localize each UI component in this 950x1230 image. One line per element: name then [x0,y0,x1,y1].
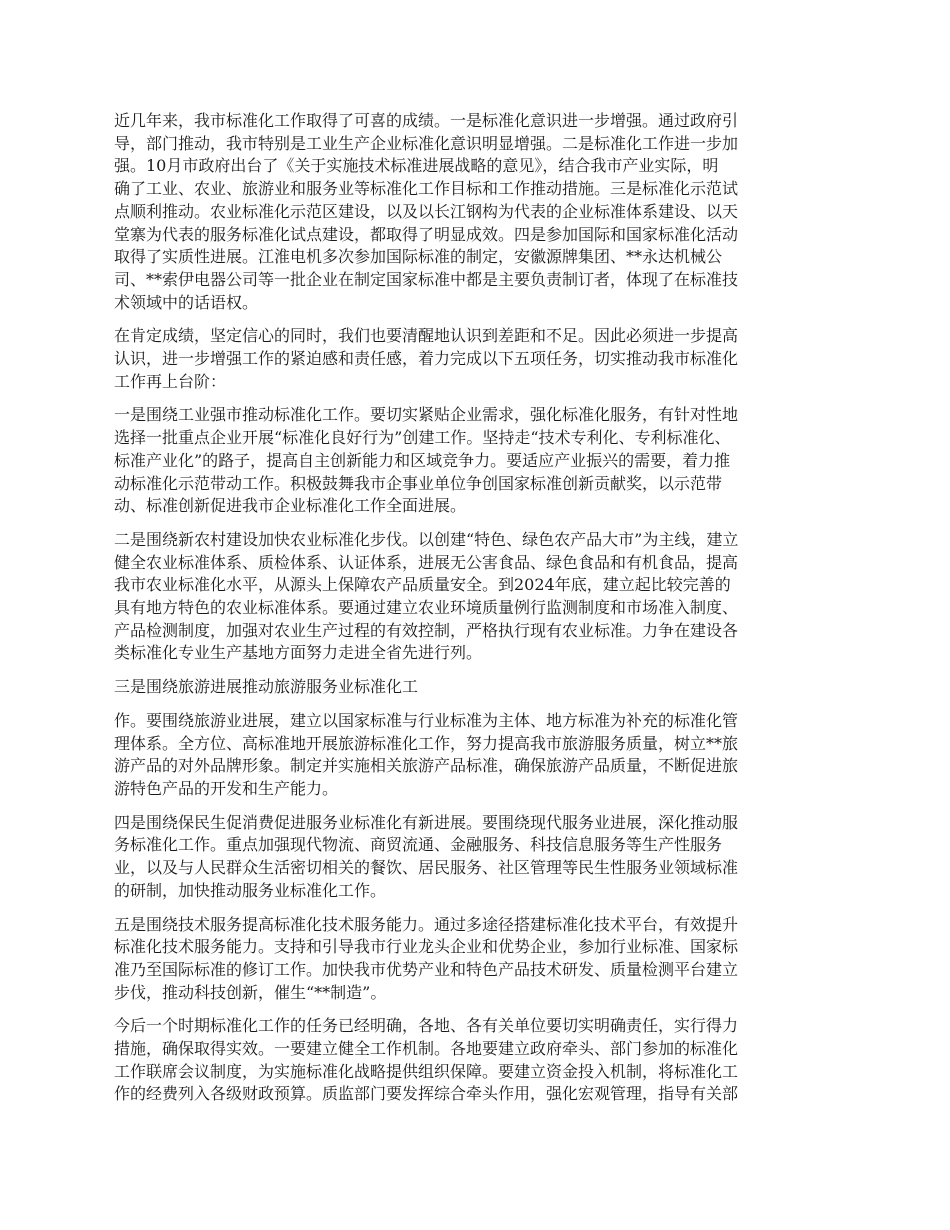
paragraph-task-industry: 一是围绕工业强市推动标准化工作。要切实紧贴企业需求，强化标准化服务，有针对性地 选择一批重点企业开展“标准化良好行为”创建工作。坚持走“技术专利化、专利标准化、 标准产业化”的路子，提高自主创新能力和区域竞争力。要适应产业振兴的需要，着力推 动标准化示范带动工作。积极鼓舞我市企事业单位争创国家标准创新贡献奖，以示范带 动、标准创新促进我市企业标准化工作全面进展。 [114,405,739,516]
paragraph-task-services: 四是围绕保民生促消费促进服务业标准化有新进展。要围绕现代服务业进展，深化推动服 务标准化工作。重点加强现代物流、商贸流通、金融服务、科技信息服务等生产性服务 业，以及与人民群众生活密切相关的餐饮、居民服务、社区管理等民生性服务业领域标准 的研制，加快推动服务业标准化工作。 [114,812,739,900]
paragraph-task-technical-services: 五是围绕技术服务提高标准化技术服务能力。通过多途径搭建标准化技术平台，有效提升 标准化技术服务能力。支持和引导我市行业龙头企业和优势企业，参加行业标准、国家标 准乃至国际标准的修订工作。加快我市优势产业和特色产品技术研发、质量检测平台建立 步伐，推动科技创新，催生“**制造”。 [114,914,739,1002]
paragraph-achievements: 近几年来，我市标准化工作取得了可喜的成绩。一是标准化意识进一步增强。通过政府引 导，部门推动，我市特别是工业生产企业标准化意识明显增强。二是标准化工作进一步加 强。10月市政府出台了《关于实施技术标准进展战略的意见》，结合我市产业实际，明 确了工业、农业、旅游业和服务业等标准化工作目标和工作推动措施。三是标准化示范试 点顺利推动。农业标准化示范区建设，以及以长江钢构为代表的企业标准体系建设、以天 堂寨为代表的服务标准化试点建设，都取得了明显成效。四是参加国际和国家标准化活动 取得了实质性进展。江淮电机多次参加国际标准的制定，安徽源牌集团、**永达机械公 司、**索伊电器公司等一批企业在制定国家标准中都是主要负责制订者，体现了在标准技 术领域中的话语权。 [114,111,739,312]
paragraph-task-agriculture: 二是围绕新农村建设加快农业标准化步伐。以创建“特色、绿色农产品大市”为主线，建立 健全农业标准体系、质检体系、认证体系，进展无公害食品、绿色食品和有机食品，提高 我市农业标准化水平，从源头上保障农产品质量安全。到2024年底，建立起比较完善的 具有地方特色的农业标准体系。要通过建立农业环境质量例行监测制度和市场准入制度、 产品检测制度，加强对农业生产过程的有效控制，严格执行现有农业标准。力争在建设各 类标准化专业生产基地方面努力走进全省先进行列。 [114,529,739,663]
paragraph-task-tourism: 作。要围绕旅游业进展，建立以国家标准与行业标准为主体、地方标准为补充的标准化管 理体系。全方位、高标准地开展旅游标准化工作，努力提高我市旅游服务质量，树立**旅 游产品的对外品牌形象。制定并实施相关旅游产品标准，确保旅游产品质量，不断促进旅 游特色产品的开发和生产能力。 [114,710,739,798]
paragraph-gaps-and-tasks: 在肯定成绩，坚定信心的同时，我们也要清醒地认识到差距和不足。因此必须进一步提高 认识，进一步增强工作的紧迫感和责任感，着力完成以下五项任务，切实推动我市标准化 工作再上台阶： [114,326,739,391]
document-body [114,110,840,1117]
paragraph-task-tourism-heading: 三是围绕旅游进展推动旅游服务业标准化工 [114,677,419,697]
paragraph-responsibilities: 今后一个时期标准化工作的任务已经明确，各地、各有关单位要切实明确责任，实行得力 措施，确保取得实效。一要建立健全工作机制。各地要建立政府牵头、部门参加的标准化 工作联席会议制度，为实施标准化战略提供组织保障。要建立资金投入机制，将标准化工 作的经费列入各级财政预算。质监部门要发挥综合牵头作用，强化宏观管理，指导有关部 [114,1016,739,1104]
